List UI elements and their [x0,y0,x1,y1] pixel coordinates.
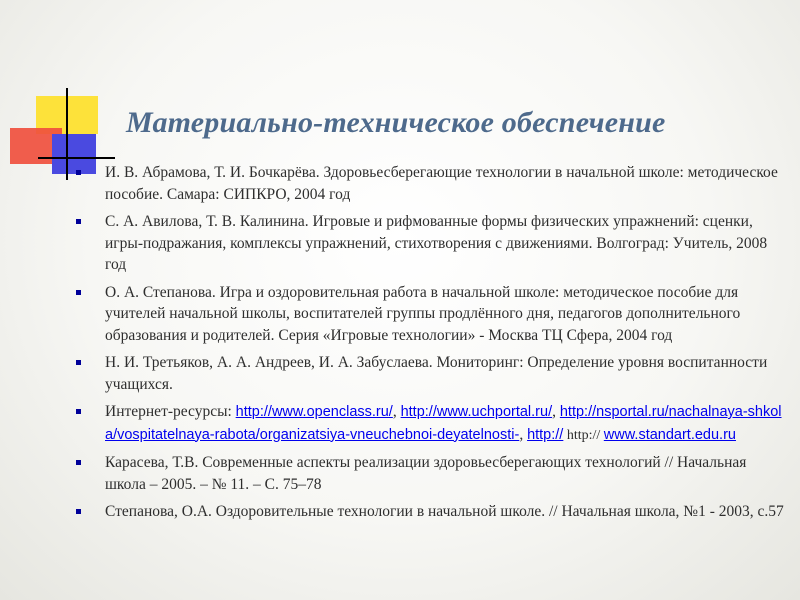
link-standart[interactable]: www.standart.edu.ru [603,426,736,443]
item-prefix: Интернет-ресурсы: [105,403,236,420]
link-openclass[interactable]: http://www.openclass.ru/ [235,404,393,420]
list-item [72,501,787,523]
item-text: Н. И. Третьяков, А. А. Андреев, И. А. Забуслаева. Мониторинг: Определение уровня воспитанности учащихся. [105,354,768,393]
separator: , [519,425,528,443]
link-http[interactable]: http:// [527,426,564,443]
item-text: Карасева, Т.В. Современные аспекты реализации здоровьесберегающих технологий // Начальная школа – 2005. – № 11. – С. 75–78 [105,454,747,493]
item-text: И. В. Абрамова, Т. И. Бочкарёва. Здоровьесберегающие технологии в начальной школе: методическое пособие. Самара: СИПКРО, 2004 год [105,164,778,203]
separator: , [552,403,560,420]
slide-title: Материально-техническое обеспечение [126,106,666,139]
bullet-icon [76,290,81,295]
item-text: Степанова, О.А. Оздоровительные технологии в начальной школе. // Начальная школа, №1 - 2003, с.57 [105,503,784,520]
list-item [72,352,787,395]
bibliography-list [72,162,787,529]
list-item [72,162,787,205]
bullet-icon [76,219,81,224]
decorative-squares [0,0,120,180]
item-text: О. А. Степанова. Игра и оздоровительная работа в начальной школе: методическое пособие для учителей начальной школы, воспитателей группы продлённого дня, педагогов дополнительного образования и родителей. Серия «Игровые технологии» - Москва ТЦ Сфера, 2004 год [105,283,741,344]
list-item [72,211,787,276]
link-uchportal[interactable]: http://www.uchportal.ru/ [400,404,553,420]
list-item [72,452,787,495]
separator: , [392,403,401,420]
bullet-icon [76,409,81,414]
link-nsportal[interactable]: http://nsportal.ru/nachalnaya-shkola/vospitatelnaya-rabota/organizatsiya-vneuchebnoi-deyatelnosti- [105,404,782,443]
plain-http-text: http:// [563,427,604,443]
list-item-internet-resources [72,401,787,446]
bullet-icon [76,360,81,365]
item-text: С. А. Авилова, Т. В. Калинина. Игровые и рифмованные формы физических упражнений: сценки, игры-подражания, комплексы упражнений, стихотворения с движениями. Волгоград: Учитель, 2008 год [105,213,768,273]
bullet-icon [76,460,81,465]
bullet-icon [76,509,81,514]
bullet-icon [76,170,81,175]
list-item [72,282,787,347]
